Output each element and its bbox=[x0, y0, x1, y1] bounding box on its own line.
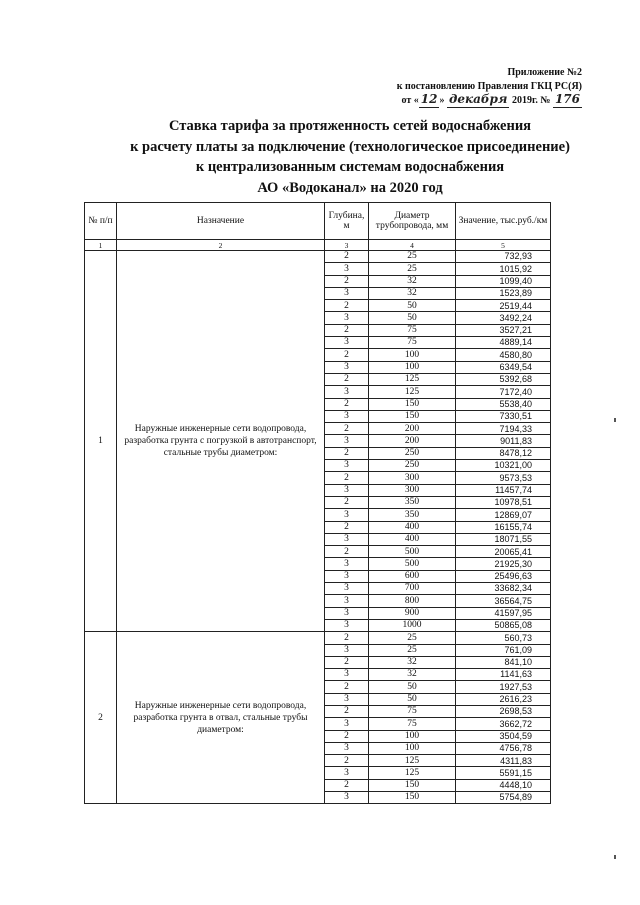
depth-cell: 3 bbox=[325, 767, 369, 779]
header-name: Назначение bbox=[117, 203, 325, 240]
value-cell: 4756,78 bbox=[456, 742, 551, 754]
diameter-cell: 125 bbox=[369, 373, 456, 385]
value-cell: 5591,15 bbox=[456, 767, 551, 779]
col-number: 5 bbox=[456, 240, 551, 251]
date-day: 12 bbox=[420, 92, 438, 106]
header-diameter: Диаметр трубопровода, мм bbox=[369, 203, 456, 240]
margin-mark bbox=[614, 855, 616, 859]
diameter-cell: 250 bbox=[369, 460, 456, 472]
value-cell: 761,09 bbox=[456, 644, 551, 656]
group-description: Наружные инженерные сети водопровода, разработка грунта в отвал, стальные трубы диаметром: bbox=[117, 632, 325, 804]
value-cell: 25496,63 bbox=[456, 570, 551, 582]
depth-cell: 2 bbox=[325, 324, 369, 336]
depth-cell: 2 bbox=[325, 398, 369, 410]
title-line-2: к расчету платы за подключение (технологическое присоединение) bbox=[130, 138, 570, 155]
date-prefix: от « bbox=[401, 95, 419, 106]
diameter-cell: 500 bbox=[369, 558, 456, 570]
value-cell: 841,10 bbox=[456, 656, 551, 668]
depth-cell: 3 bbox=[325, 595, 369, 607]
depth-cell: 2 bbox=[325, 300, 369, 312]
diameter-cell: 200 bbox=[369, 435, 456, 447]
diameter-cell: 75 bbox=[369, 705, 456, 717]
value-cell: 33682,34 bbox=[456, 583, 551, 595]
value-cell: 3504,59 bbox=[456, 730, 551, 742]
depth-cell: 2 bbox=[325, 521, 369, 533]
group-number: 2 bbox=[85, 632, 117, 804]
depth-cell: 3 bbox=[325, 533, 369, 545]
diameter-cell: 150 bbox=[369, 792, 456, 804]
diameter-cell: 50 bbox=[369, 693, 456, 705]
value-cell: 4889,14 bbox=[456, 337, 551, 349]
diameter-cell: 32 bbox=[369, 656, 456, 668]
value-cell: 8478,12 bbox=[456, 447, 551, 459]
diameter-cell: 1000 bbox=[369, 619, 456, 631]
group-number: 1 bbox=[85, 251, 117, 632]
value-cell: 3662,72 bbox=[456, 718, 551, 730]
depth-cell: 3 bbox=[325, 263, 369, 275]
value-cell: 9011,83 bbox=[456, 435, 551, 447]
value-cell: 11457,74 bbox=[456, 484, 551, 496]
diameter-cell: 350 bbox=[369, 496, 456, 508]
diameter-cell: 150 bbox=[369, 779, 456, 791]
diameter-cell: 75 bbox=[369, 324, 456, 336]
depth-cell: 2 bbox=[325, 779, 369, 791]
diameter-cell: 400 bbox=[369, 533, 456, 545]
value-cell: 7194,33 bbox=[456, 423, 551, 435]
title-line-3: к централизованным системам водоснабжения bbox=[195, 159, 505, 175]
date-mid: » bbox=[439, 95, 445, 106]
diameter-cell: 50 bbox=[369, 300, 456, 312]
depth-cell: 2 bbox=[325, 349, 369, 361]
diameter-cell: 250 bbox=[369, 447, 456, 459]
depth-cell: 2 bbox=[325, 632, 369, 644]
value-cell: 7330,51 bbox=[456, 410, 551, 422]
value-cell: 12869,07 bbox=[456, 509, 551, 521]
value-cell: 560,73 bbox=[456, 632, 551, 644]
diameter-cell: 32 bbox=[369, 275, 456, 287]
value-cell: 2698,53 bbox=[456, 705, 551, 717]
depth-cell: 2 bbox=[325, 447, 369, 459]
value-cell: 4580,80 bbox=[456, 349, 551, 361]
depth-cell: 3 bbox=[325, 792, 369, 804]
depth-cell: 3 bbox=[325, 410, 369, 422]
diameter-cell: 900 bbox=[369, 607, 456, 619]
diameter-cell: 100 bbox=[369, 361, 456, 373]
depth-cell: 2 bbox=[325, 755, 369, 767]
depth-cell: 2 bbox=[325, 472, 369, 484]
depth-cell: 3 bbox=[325, 669, 369, 681]
diameter-cell: 200 bbox=[369, 423, 456, 435]
depth-cell: 3 bbox=[325, 718, 369, 730]
date-number: 176 bbox=[554, 92, 580, 106]
value-cell: 10321,00 bbox=[456, 460, 551, 472]
diameter-cell: 500 bbox=[369, 546, 456, 558]
diameter-cell: 400 bbox=[369, 521, 456, 533]
appendix-title: Приложение №2 bbox=[507, 67, 582, 78]
diameter-cell: 25 bbox=[369, 251, 456, 263]
diameter-cell: 300 bbox=[369, 484, 456, 496]
depth-cell: 3 bbox=[325, 644, 369, 656]
depth-cell: 2 bbox=[325, 705, 369, 717]
depth-cell: 3 bbox=[325, 435, 369, 447]
diameter-cell: 100 bbox=[369, 349, 456, 361]
appendix-resolution: к постановлению Правления ГКЦ РС(Я) bbox=[396, 80, 582, 92]
table-row bbox=[85, 632, 551, 644]
diameter-cell: 125 bbox=[369, 767, 456, 779]
value-cell: 41597,95 bbox=[456, 607, 551, 619]
value-cell: 20065,41 bbox=[456, 546, 551, 558]
table-body bbox=[85, 251, 551, 804]
value-cell: 1141,63 bbox=[456, 669, 551, 681]
depth-cell: 3 bbox=[325, 484, 369, 496]
title-line-4: АО «Водоканал» на 2020 год bbox=[257, 179, 443, 196]
value-cell: 36564,75 bbox=[456, 595, 551, 607]
diameter-cell: 125 bbox=[369, 755, 456, 767]
depth-cell: 2 bbox=[325, 373, 369, 385]
value-cell: 6349,54 bbox=[456, 361, 551, 373]
diameter-cell: 700 bbox=[369, 583, 456, 595]
table-header-row bbox=[85, 203, 551, 240]
diameter-cell: 32 bbox=[369, 669, 456, 681]
value-cell: 3492,24 bbox=[456, 312, 551, 324]
value-cell: 1523,89 bbox=[456, 287, 551, 299]
header-num: № п/п bbox=[85, 203, 117, 240]
depth-cell: 2 bbox=[325, 730, 369, 742]
depth-cell: 2 bbox=[325, 251, 369, 263]
value-cell: 732,93 bbox=[456, 251, 551, 263]
diameter-cell: 600 bbox=[369, 570, 456, 582]
group-description: Наружные инженерные сети водопровода, разработка грунта с погрузкой в автотранспорт, стальные трубы диаметром: bbox=[117, 251, 325, 632]
depth-cell: 3 bbox=[325, 583, 369, 595]
diameter-cell: 300 bbox=[369, 472, 456, 484]
value-cell: 7172,40 bbox=[456, 386, 551, 398]
value-cell: 9573,53 bbox=[456, 472, 551, 484]
margin-mark bbox=[614, 418, 616, 422]
depth-cell: 3 bbox=[325, 312, 369, 324]
value-cell: 2519,44 bbox=[456, 300, 551, 312]
header-depth: Глубина, м bbox=[325, 203, 369, 240]
diameter-cell: 50 bbox=[369, 681, 456, 693]
diameter-cell: 800 bbox=[369, 595, 456, 607]
depth-cell: 3 bbox=[325, 509, 369, 521]
column-number-row bbox=[85, 240, 551, 251]
value-cell: 3527,21 bbox=[456, 324, 551, 336]
depth-cell: 2 bbox=[325, 681, 369, 693]
appendix-date-line bbox=[397, 93, 582, 108]
value-cell: 21925,30 bbox=[456, 558, 551, 570]
depth-cell: 3 bbox=[325, 361, 369, 373]
depth-cell: 2 bbox=[325, 496, 369, 508]
title-line-1: Ставка тарифа за протяженность сетей водоснабжения bbox=[168, 118, 532, 134]
value-cell: 2616,23 bbox=[456, 693, 551, 705]
appendix-header bbox=[397, 66, 582, 108]
diameter-cell: 25 bbox=[369, 632, 456, 644]
table-row bbox=[85, 251, 551, 263]
diameter-cell: 25 bbox=[369, 644, 456, 656]
value-cell: 5392,68 bbox=[456, 373, 551, 385]
header-value: Значение, тыс.руб./км bbox=[456, 203, 551, 240]
value-cell: 10978,51 bbox=[456, 496, 551, 508]
value-cell: 16155,74 bbox=[456, 521, 551, 533]
diameter-cell: 50 bbox=[369, 312, 456, 324]
depth-cell: 3 bbox=[325, 742, 369, 754]
diameter-cell: 150 bbox=[369, 410, 456, 422]
value-cell: 18071,55 bbox=[456, 533, 551, 545]
diameter-cell: 75 bbox=[369, 337, 456, 349]
value-cell: 1927,53 bbox=[456, 681, 551, 693]
depth-cell: 2 bbox=[325, 656, 369, 668]
depth-cell: 2 bbox=[325, 423, 369, 435]
depth-cell: 3 bbox=[325, 558, 369, 570]
depth-cell: 3 bbox=[325, 619, 369, 631]
col-number: 4 bbox=[369, 240, 456, 251]
depth-cell: 3 bbox=[325, 386, 369, 398]
date-month: декабря bbox=[448, 92, 508, 106]
diameter-cell: 100 bbox=[369, 742, 456, 754]
depth-cell: 3 bbox=[325, 337, 369, 349]
diameter-cell: 32 bbox=[369, 287, 456, 299]
value-cell: 4311,83 bbox=[456, 755, 551, 767]
value-cell: 5754,89 bbox=[456, 792, 551, 804]
depth-cell: 3 bbox=[325, 570, 369, 582]
value-cell: 4448,10 bbox=[456, 779, 551, 791]
value-cell: 1099,40 bbox=[456, 275, 551, 287]
depth-cell: 2 bbox=[325, 546, 369, 558]
col-number: 1 bbox=[85, 240, 117, 251]
tariff-table bbox=[84, 202, 551, 804]
diameter-cell: 100 bbox=[369, 730, 456, 742]
diameter-cell: 350 bbox=[369, 509, 456, 521]
value-cell: 1015,92 bbox=[456, 263, 551, 275]
depth-cell: 3 bbox=[325, 460, 369, 472]
depth-cell: 3 bbox=[325, 607, 369, 619]
col-number: 2 bbox=[117, 240, 325, 251]
depth-cell: 2 bbox=[325, 275, 369, 287]
diameter-cell: 75 bbox=[369, 718, 456, 730]
col-number: 3 bbox=[325, 240, 369, 251]
diameter-cell: 150 bbox=[369, 398, 456, 410]
diameter-cell: 25 bbox=[369, 263, 456, 275]
date-year: 2019г. № bbox=[511, 95, 551, 106]
diameter-cell: 125 bbox=[369, 386, 456, 398]
document-title bbox=[70, 116, 630, 198]
depth-cell: 3 bbox=[325, 693, 369, 705]
depth-cell: 3 bbox=[325, 287, 369, 299]
value-cell: 5538,40 bbox=[456, 398, 551, 410]
value-cell: 50865,08 bbox=[456, 619, 551, 631]
